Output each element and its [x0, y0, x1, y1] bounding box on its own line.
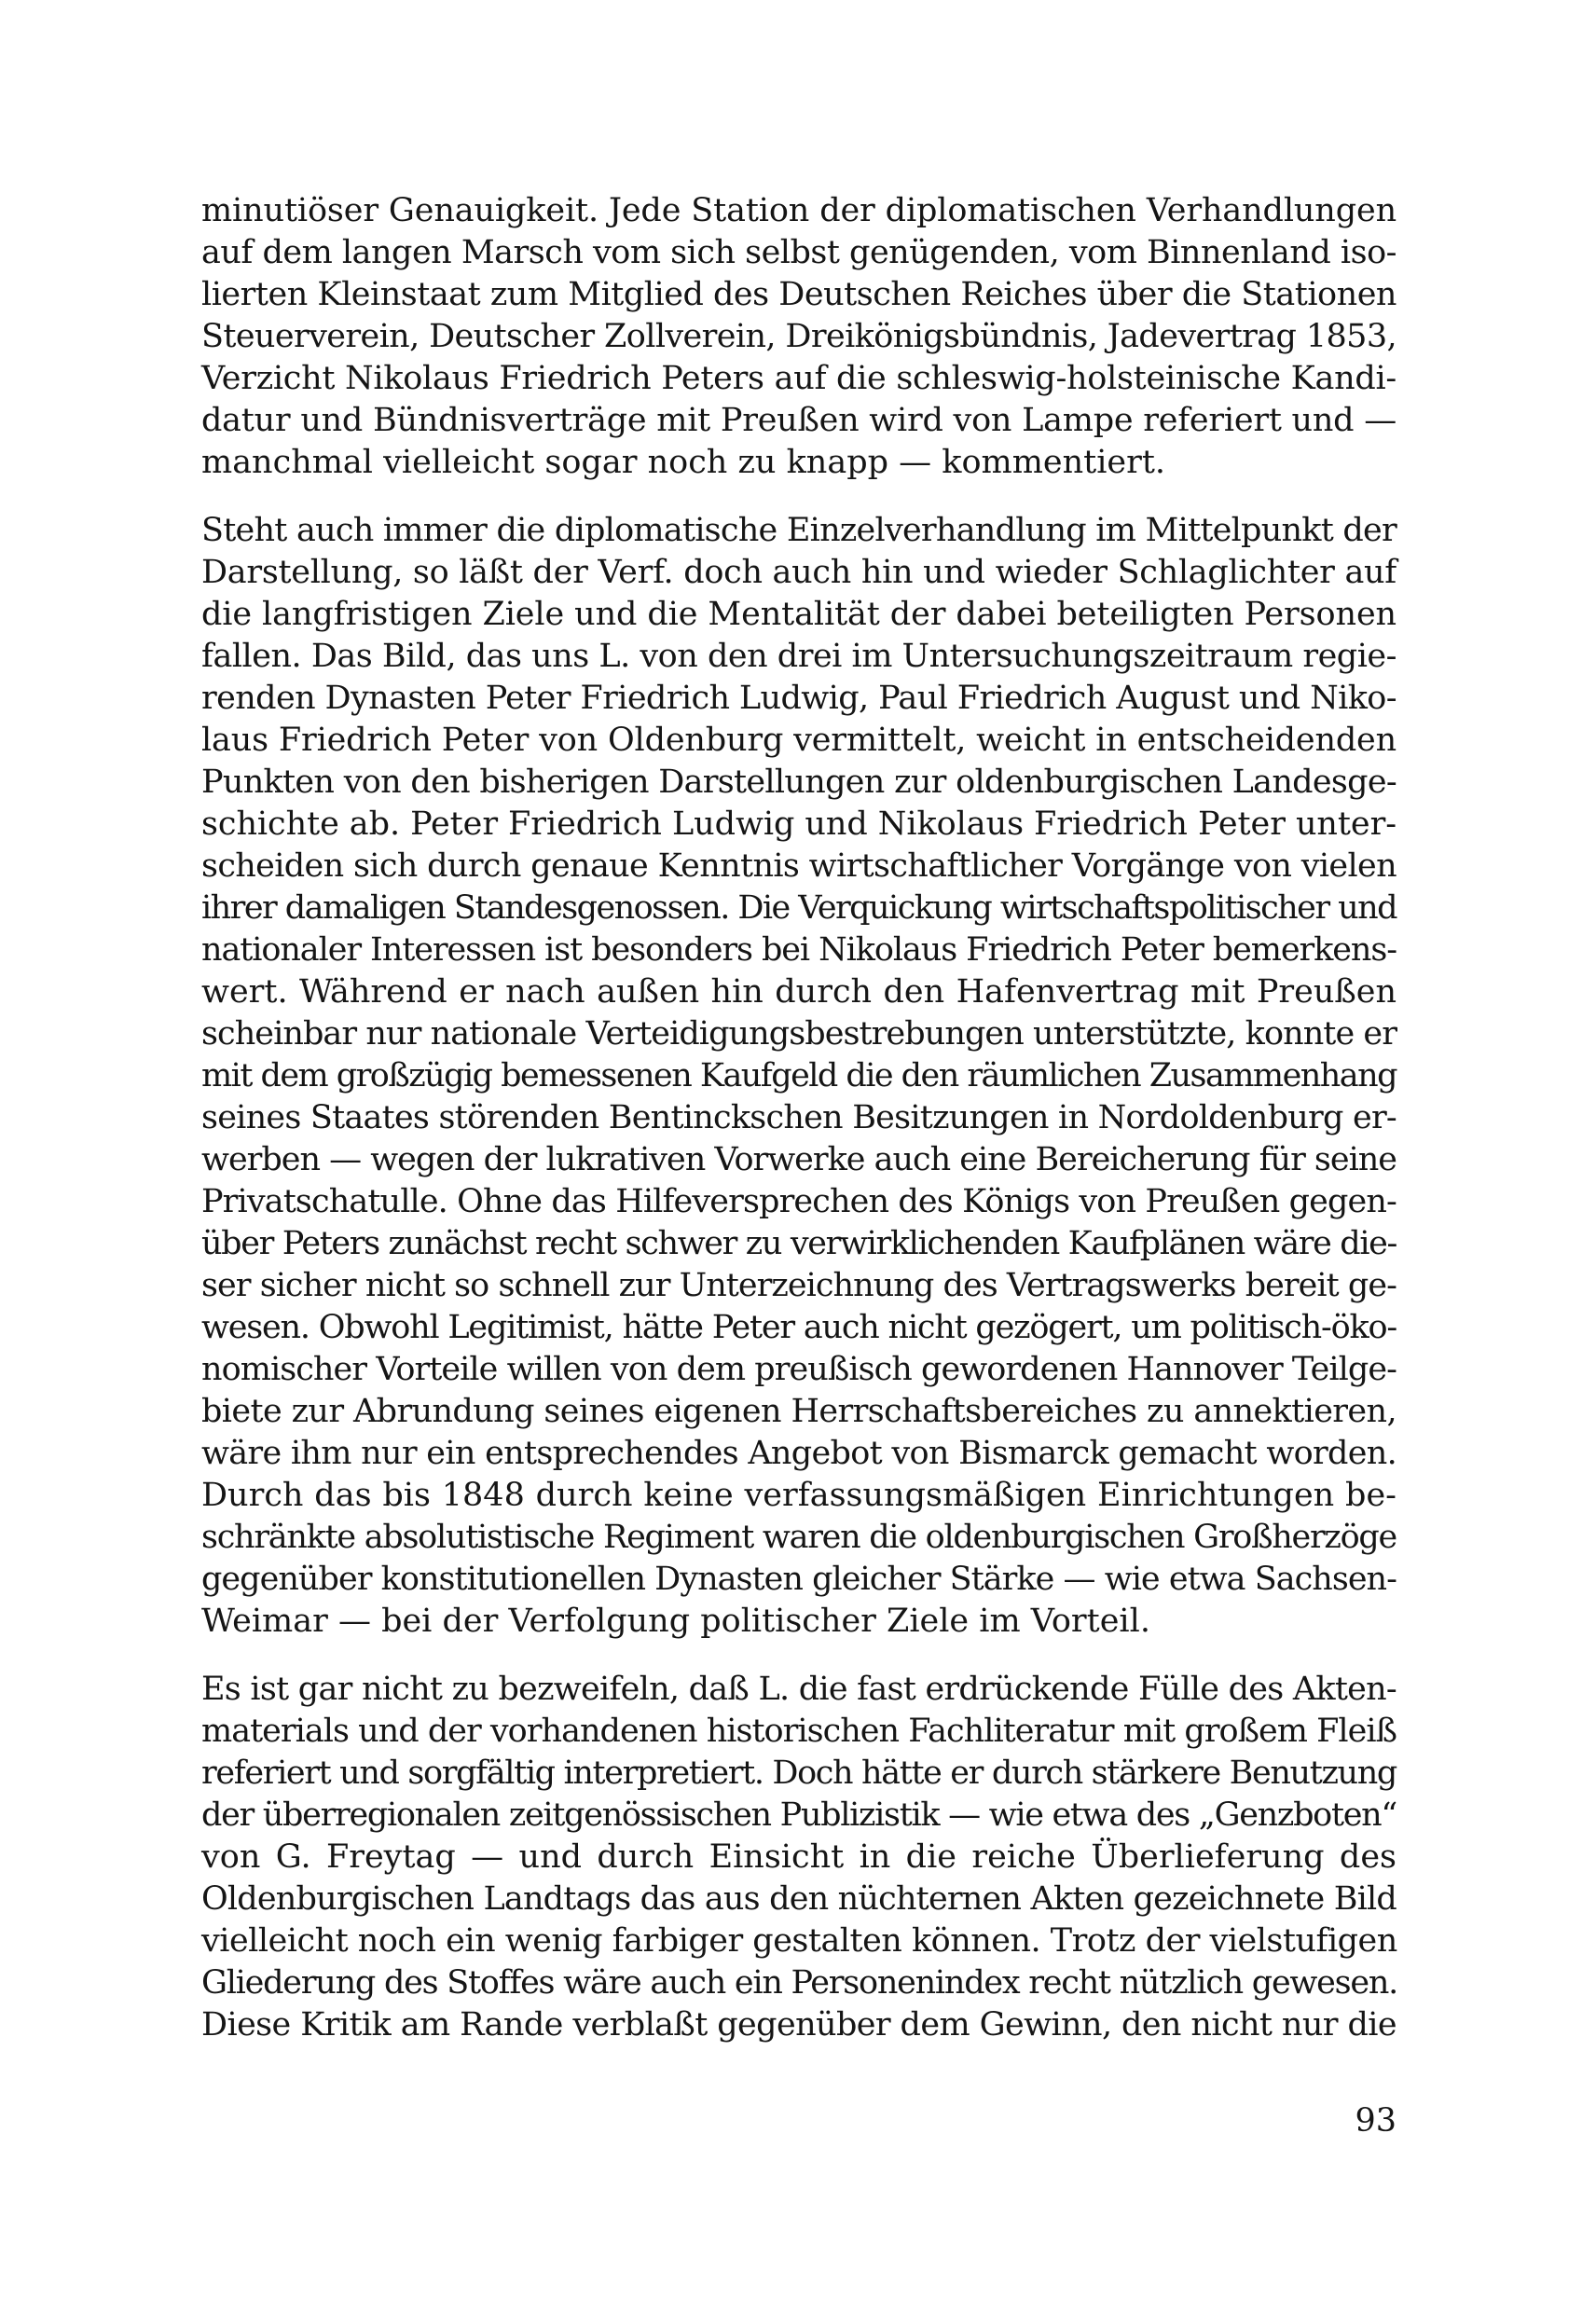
text-line: lierten Kleinstaat zum Mitglied des Deutschen Reiches über die Stationen — [201, 276, 1396, 313]
text-line: nomischer Vorteile willen von dem preußisch gewordenen Hannover Teilge- — [201, 1351, 1396, 1388]
page-number: 93 — [1355, 2102, 1396, 2140]
text-line: Gliederung des Stoffes wäre auch ein Personenindex recht nützlich gewesen. — [201, 1964, 1398, 2002]
paragraph-3 — [201, 1669, 1396, 2046]
text-line: manchmal vielleicht sogar noch zu knapp — kommentiert. — [201, 444, 1166, 481]
text-line: scheinbar nur nationale Verteidigungsbestrebungen unterstützte, konnte er — [201, 1015, 1396, 1053]
text-line: scheiden sich durch genaue Kenntnis wirtschaftlicher Vorgänge von vielen — [201, 847, 1396, 885]
text-line: Punkten von den bisherigen Darstellungen zur oldenburgischen Landesge- — [201, 764, 1396, 801]
text-line: gegenüber konstitutionellen Dynasten gleicher Stärke — wie etwa Sachsen- — [201, 1561, 1396, 1598]
text-line: biete zur Abrundung seines eigenen Herrschaftsbereiches zu annektieren, — [201, 1393, 1396, 1430]
text-line: Diese Kritik am Rande verblaßt gegenüber dem Gewinn, den nicht nur die — [201, 2006, 1396, 2044]
text-line: ihrer damaligen Standesgenossen. Die Verquickung wirtschaftspolitischer und — [201, 889, 1396, 927]
text-line: nationaler Interessen ist besonders bei Nikolaus Friedrich Peter bemerkens- — [201, 931, 1396, 969]
text-line: Steuerverein, Deutscher Zollverein, Dreikönigsbündnis, Jadevertrag 1853, — [201, 318, 1396, 355]
text-line: über Peters zunächst recht schwer zu verwirklichenden Kaufplänen wäre die- — [201, 1225, 1397, 1262]
text-line: vielleicht noch ein wenig farbiger gestalten können. Trotz der vielstufigen — [201, 1922, 1397, 1960]
text-line: auf dem langen Marsch vom sich selbst genügenden, vom Binnenland iso- — [201, 234, 1396, 271]
text-line: datur und Bündnisverträge mit Preußen wird von Lampe referiert und — — [201, 402, 1396, 439]
text-line: wesen. Obwohl Legitimist, hätte Peter auch nicht gezögert, um politisch-öko- — [201, 1309, 1396, 1346]
text-line: werben — wegen der lukrativen Vorwerke auch eine Bereicherung für seine — [201, 1141, 1396, 1178]
text-line: Darstellung, so läßt der Verf. doch auch hin und wieder Schlaglichter auf — [201, 554, 1396, 591]
text-line: referiert und sorgfältig interpretiert. Doch hätte er durch stärkere Benutzung — [201, 1755, 1396, 1792]
text-line: wert. Während er nach außen hin durch den Hafenvertrag mit Preußen — [201, 973, 1396, 1011]
text-line: Verzicht Nikolaus Friedrich Peters auf die schleswig-holsteinische Kandi- — [201, 360, 1396, 397]
text-line: Durch das bis 1848 durch keine verfassungsmäßigen Einrichtungen be- — [201, 1477, 1396, 1514]
text-line: der überregionalen zeitgenössischen Publizistik — wie etwa des „Genzboten“ — [201, 1796, 1396, 1834]
text-line: mit dem großzügig bemessenen Kaufgeld die den räumlichen Zusammenhang — [201, 1057, 1396, 1094]
text-line: schränkte absolutistische Regiment waren die oldenburgischen Großherzöge — [201, 1519, 1396, 1556]
text-line: die langfristigen Ziele und die Mentalität der dabei beteiligten Personen — [201, 596, 1396, 633]
text-line: fallen. Das Bild, das uns L. von den drei im Untersuchungszeitraum regie- — [201, 638, 1396, 675]
text-line: Weimar — bei der Verfolgung politischer Ziele im Vorteil. — [201, 1603, 1150, 1640]
text-line: seines Staates störenden Bentinckschen Besitzungen in Nordoldenburg er- — [201, 1099, 1396, 1136]
text-line: schichte ab. Peter Friedrich Ludwig und Nikolaus Friedrich Peter unter- — [201, 805, 1397, 843]
paragraph-2 — [201, 510, 1396, 1643]
text-line: materials und der vorhandenen historischen Fachliteratur mit großem Fleiß — [201, 1713, 1396, 1750]
text-line: wäre ihm nur ein entsprechendes Angebot von Bismarck gemacht worden. — [201, 1435, 1397, 1472]
text-line: Privatschatulle. Ohne das Hilfeversprechen des Königs von Preußen gegen- — [201, 1183, 1396, 1220]
text-line: ser sicher nicht so schnell zur Unterzeichnung des Vertragswerks bereit ge- — [201, 1267, 1396, 1304]
text-line: Es ist gar nicht zu bezweifeln, daß L. die fast erdrückende Fülle des Akten- — [201, 1671, 1396, 1708]
text-line: laus Friedrich Peter von Oldenburg vermittelt, weicht in entscheidenden — [201, 722, 1396, 759]
text-line: von G. Freytag — und durch Einsicht in die reiche Überlieferung des — [201, 1838, 1396, 1876]
text-line: renden Dynasten Peter Friedrich Ludwig, Paul Friedrich August und Niko- — [201, 680, 1396, 717]
text-line: Steht auch immer die diplomatische Einzelverhandlung im Mittelpunkt der — [201, 512, 1396, 549]
paragraph-1 — [201, 190, 1396, 484]
text-line: Oldenburgischen Landtags das aus den nüchternen Akten gezeichnete Bild — [201, 1880, 1396, 1918]
text-line: minutiöser Genauigkeit. Jede Station der diplomatischen Verhandlungen — [201, 192, 1396, 229]
